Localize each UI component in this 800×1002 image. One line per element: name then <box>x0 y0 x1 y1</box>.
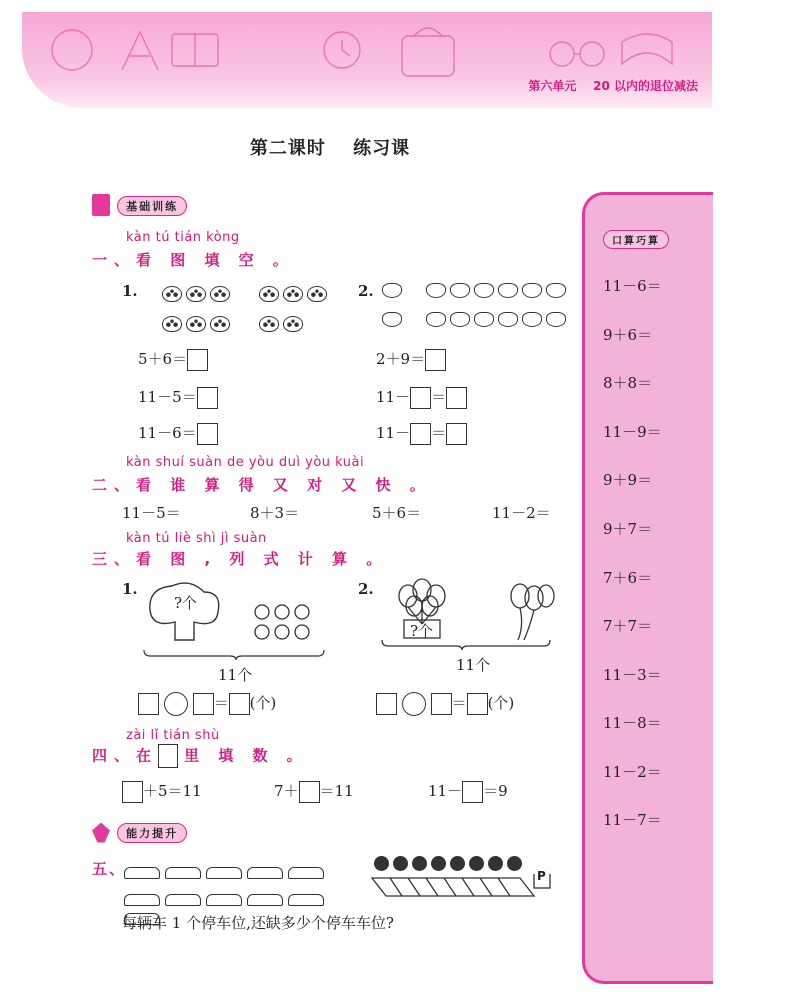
equals-sign: ＝ <box>451 694 467 712</box>
advanced-badge <box>92 822 187 843</box>
q4-item <box>274 780 354 803</box>
mental-math-item: 7＋7＝ <box>603 617 653 635</box>
tree-label: ?个 <box>174 594 198 612</box>
q2-item: 11－2＝ <box>492 504 551 522</box>
answer-box[interactable] <box>193 693 214 715</box>
rocket-icon <box>92 823 110 843</box>
answer-box[interactable] <box>138 693 159 715</box>
unit-name: 第六单元 <box>528 79 577 93</box>
equals-sign: ＝ <box>431 424 447 442</box>
lesson-type: 练习课 <box>353 138 411 159</box>
q2-item: 11－5＝ <box>122 504 181 522</box>
answer-box[interactable] <box>431 693 452 715</box>
q1-eq2 <box>138 386 218 409</box>
q1-eq5-text: 11－ <box>376 388 411 406</box>
operator-circle[interactable] <box>164 692 188 716</box>
q2-item: 5＋6＝ <box>372 504 422 522</box>
answer-box[interactable] <box>425 349 446 371</box>
q1-eq6-text: 11－ <box>376 424 411 442</box>
unit-title <box>528 77 698 94</box>
q3-title: 三、看 图 , 列 式 计 算 。 <box>92 550 389 568</box>
q4-suffix: 里 填 数 。 <box>184 746 309 765</box>
answer-box[interactable] <box>467 693 488 715</box>
answer-box[interactable] <box>229 693 250 715</box>
q1-eq4-text: 2＋9＝ <box>376 350 426 368</box>
mental-math-item: 9＋7＝ <box>603 520 653 538</box>
answer-box[interactable] <box>197 387 218 409</box>
mental-math-item: 8＋8＝ <box>603 374 653 392</box>
unit-label: (个) <box>487 694 515 712</box>
total-label-1: 11个 <box>218 666 253 684</box>
answer-box[interactable] <box>187 349 208 371</box>
q1-eq3-text: 11－6＝ <box>138 424 197 442</box>
total-label-2: 11个 <box>456 656 491 674</box>
q1-title: 一、看 图 填 空 。 <box>92 251 295 269</box>
mental-math-title: 口算巧算 <box>603 230 669 249</box>
answer-box[interactable] <box>446 423 467 445</box>
mental-math-item: 11－7＝ <box>603 811 662 829</box>
crab-group <box>380 283 570 331</box>
q1-eq1 <box>138 348 208 371</box>
answer-box[interactable] <box>410 387 431 409</box>
q1-eq4 <box>376 348 446 371</box>
lesson-title <box>0 134 660 160</box>
q3-eq2 <box>376 692 514 716</box>
sign-label: ?个 <box>410 622 434 640</box>
parking-lot-illustration <box>370 874 554 900</box>
ladybug-group <box>160 286 340 336</box>
q2-item: 8＋3＝ <box>250 504 300 522</box>
q1-eq3 <box>138 422 218 445</box>
unit-topic: 20 以内的退位减法 <box>593 79 698 93</box>
q3-eq1 <box>138 692 276 716</box>
mental-math-item: 11－8＝ <box>603 714 662 732</box>
equals-sign: ＝ <box>431 388 447 406</box>
q1-item2-number: 2. <box>358 282 374 300</box>
q4-prefix: 四、在 <box>92 746 159 765</box>
equals-sign: ＝ <box>213 694 229 712</box>
mental-math-item: 11－9＝ <box>603 423 662 441</box>
answer-box[interactable] <box>376 693 397 715</box>
header-banner <box>22 12 712 108</box>
q3-pinyin: kàn tú liè shì jì suàn <box>126 531 267 546</box>
sample-box <box>158 744 178 768</box>
mental-math-item: 9＋6＝ <box>603 326 653 344</box>
basic-training-badge <box>92 194 187 216</box>
basic-training-label: 基础训练 <box>117 196 187 216</box>
q1-pinyin: kàn tú tián kòng <box>126 230 240 245</box>
operator-circle[interactable] <box>402 692 426 716</box>
q4-item-text: ＝9 <box>483 782 508 800</box>
q3-item1-number: 1. <box>122 580 138 598</box>
q5-question: 每辆车 1 个停车位,还缺多少个停车车位? <box>122 914 394 932</box>
book-icon <box>92 194 110 216</box>
q2-title: 二、看 谁 算 得 又 对 又 快 。 <box>92 476 432 494</box>
mental-math-item: 11－3＝ <box>603 666 662 684</box>
q1-item1-number: 1. <box>122 282 138 300</box>
q1-eq6 <box>376 422 467 445</box>
q4-item-text: 11－ <box>428 782 463 800</box>
mental-math-item: 11－2＝ <box>603 763 662 781</box>
q4-item <box>122 780 202 803</box>
advanced-label: 能力提升 <box>117 823 187 843</box>
tree-apples-illustration <box>140 578 340 660</box>
q1-eq1-text: 5＋6＝ <box>138 350 188 368</box>
balloons-illustration <box>378 576 558 658</box>
answer-box[interactable] <box>462 781 483 803</box>
parking-dots <box>374 856 544 875</box>
answer-box[interactable] <box>410 423 431 445</box>
q2-pinyin: kàn shuí suàn de yòu duì yòu kuài <box>126 455 365 470</box>
q1-eq5 <box>376 386 467 409</box>
answer-box[interactable] <box>197 423 218 445</box>
mental-math-item: 9＋9＝ <box>603 471 653 489</box>
answer-box[interactable] <box>446 387 467 409</box>
q4-item <box>428 780 508 803</box>
q1-eq2-text: 11－5＝ <box>138 388 197 406</box>
q4-item-text: ＝11 <box>319 782 354 800</box>
unit-label: (个) <box>249 694 277 712</box>
q4-item-text: 7＋ <box>274 782 299 800</box>
mental-math-item: 7＋6＝ <box>603 569 653 587</box>
q5-title: 五、 <box>92 860 127 878</box>
parking-sign: P <box>537 869 546 883</box>
q4-item-text: ＋5＝11 <box>143 782 202 800</box>
mental-math-item: 11－6＝ <box>603 277 662 295</box>
answer-box[interactable] <box>299 781 320 803</box>
mental-math-title-badge <box>603 229 669 249</box>
lesson-number: 第二课时 <box>249 138 326 159</box>
answer-box[interactable] <box>122 781 143 803</box>
q4-pinyin: zài lǐ tián shù <box>126 728 220 743</box>
q4-title <box>92 744 309 768</box>
q3-item2-number: 2. <box>358 580 374 598</box>
mental-math-panel <box>582 192 713 984</box>
